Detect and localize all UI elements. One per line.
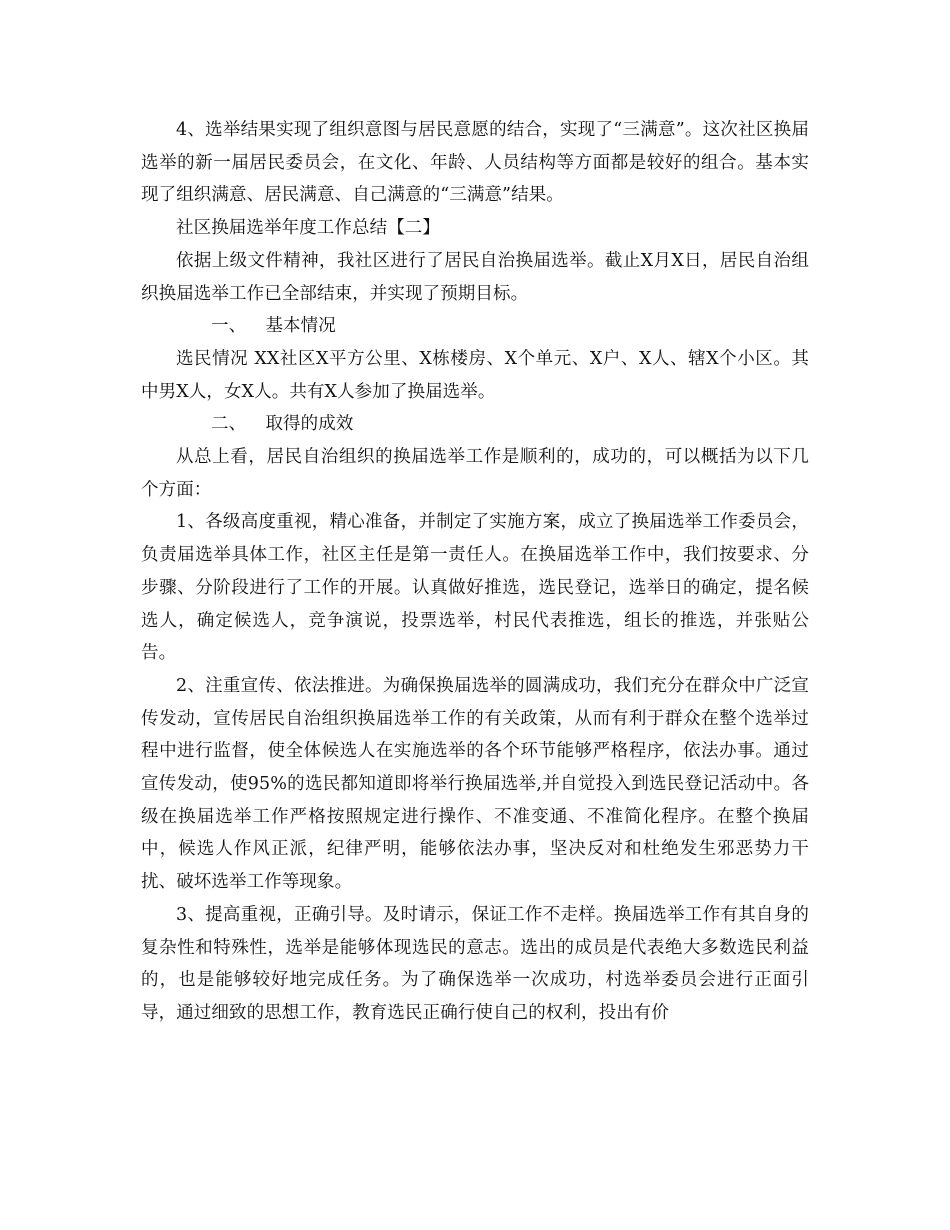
heading-number: 二、	[211, 414, 247, 435]
section-title-two: 社区换届选举年度工作总结【二】	[176, 218, 440, 239]
heading-basic-situation	[141, 310, 809, 343]
paragraph-result-four: 4、选举结果实现了组织意图与居民意愿的结合，实现了“三满意”。这次社区换届选举的新一届居民委员会，在文化、年龄、人员结构等方面都是较好的组合。基本实现了组织满意、居民满意、自己满意的“三满意”结果。	[141, 120, 809, 206]
paragraph-point-one: 1、各级高度重视，精心准备，并制定了实施方案，成立了换届选举工作委员会，负责届选举具体工作，社区主任是第一责任人。在换届选举工作中，我们按要求、分步骤、分阶段进行了工作的开展。认真做好推选，选民登记，选举日的确定，提名候选人，确定候选人，竞争演说，投票选举，村民代表推选，组长的推选，并张贴公告。	[141, 512, 809, 664]
heading-achievements	[141, 408, 809, 441]
paragraph-intro: 依据上级文件精神，我社区进行了居民自治换届选举。截止X月X日，居民自治组织换届选举工作已全部结束，并实现了预期目标。	[141, 250, 809, 304]
paragraph-point-two: 2、注重宣传、依法推进。为确保换届选举的圆满成功，我们充分在群众中广泛宣传发动，宣传居民自治组织换届选举工作的有关政策，从而有利于群众在整个选举过程中进行监督，使全体候选人在实施选举的各个环节能够严格程序，依法办事。通过宣传发动，使95%的选民都知道即将举行换届选举,并自觉投入到选民登记活动中。各级在换届选举工作严格按照规定进行操作、不准变通、不准简化程序。在整个换届中，候选人作风正派，纪律严明，能够依法办事，坚决反对和杜绝发生邪恶势力干扰、破坏选举工作等现象。	[141, 675, 809, 893]
paragraph-overview: 从总上看，居民自治组织的换届选举工作是顺利的，成功的，可以概括为以下几个方面：	[141, 447, 809, 500]
heading-text: 取得的成效	[265, 414, 354, 435]
document-body	[141, 114, 809, 1030]
heading-text: 基本情况	[265, 316, 336, 337]
heading-number: 一、	[211, 316, 247, 337]
paragraph-voter-situation: 选民情况 XX社区X平方公里、X栋楼房、X个单元、X户、X人、辖X个小区。其中男X人，女X人。共有X人参加了换届选举。	[141, 348, 809, 402]
paragraph-point-three: 3、提高重视，正确引导。及时请示，保证工作不走样。换届选举工作有其自身的复杂性和特殊性，选举是能够体现选民的意志。选出的成员是代表绝大多数选民利益的，也是能够较好地完成任务。为了确保选举一次成功，村选举委员会进行正面引导，通过细致的思想工作，教育选民正确行使自己的权利，投出有价	[141, 904, 809, 1023]
